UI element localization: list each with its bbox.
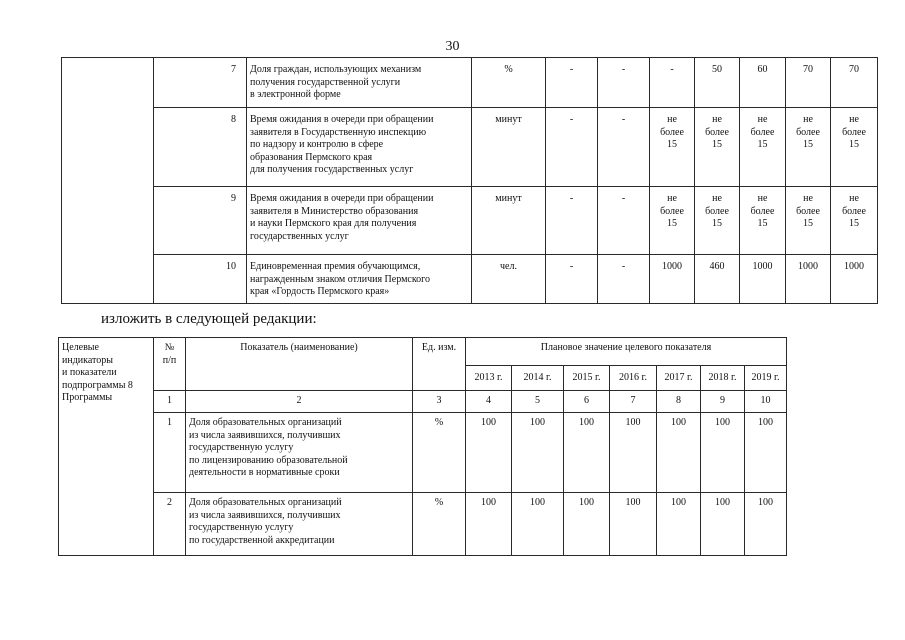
year-header: 2017 г.: [657, 366, 701, 391]
column-number: 2: [186, 391, 413, 413]
column-number: 5: [512, 391, 564, 413]
value-cell: -: [598, 187, 650, 255]
row-number: 7: [154, 58, 247, 108]
value-cell: -: [546, 187, 598, 255]
indicators-table-new-edition: [58, 337, 787, 556]
table-row: [59, 413, 787, 493]
value-cell: 100: [701, 413, 745, 493]
row-number: 1: [154, 413, 186, 493]
indicator-name: Доля граждан, использующих механизм получения государственной услуги в электронной форме: [247, 58, 472, 108]
column-number: 7: [610, 391, 657, 413]
value-cell: 1000: [786, 255, 831, 304]
value-cell: 60: [740, 58, 786, 108]
year-header: 2013 г.: [466, 366, 512, 391]
value-cell: 1000: [831, 255, 878, 304]
value-cell: 70: [831, 58, 878, 108]
table-row: [62, 58, 878, 108]
header-number: № п/п: [154, 338, 186, 391]
value-cell: 1000: [740, 255, 786, 304]
unit-cell: %: [472, 58, 546, 108]
value-cell: 100: [610, 493, 657, 556]
header-indicator: Показатель (наименование): [186, 338, 413, 391]
header-unit: Ед. изм.: [413, 338, 466, 391]
unit-cell: %: [413, 493, 466, 556]
unit-cell: минут: [472, 108, 546, 187]
value-cell: не более 15: [831, 187, 878, 255]
group-label-cell: Целевые индикаторы и показатели подпрограммы 8 Программы: [59, 338, 154, 556]
year-header: 2019 г.: [745, 366, 787, 391]
value-cell: 100: [466, 493, 512, 556]
value-cell: не более 15: [786, 108, 831, 187]
value-cell: -: [546, 255, 598, 304]
group-label-cell: [62, 58, 154, 304]
column-number: 9: [701, 391, 745, 413]
unit-cell: минут: [472, 187, 546, 255]
value-cell: 100: [512, 413, 564, 493]
value-cell: 100: [745, 413, 787, 493]
row-number: 10: [154, 255, 247, 304]
value-cell: не более 15: [695, 187, 740, 255]
year-header: 2015 г.: [564, 366, 610, 391]
value-cell: -: [650, 58, 695, 108]
value-cell: не более 15: [650, 187, 695, 255]
amendment-phrase: изложить в следующей редакции:: [101, 311, 317, 327]
row-number: 9: [154, 187, 247, 255]
column-numbers-row: [59, 391, 787, 413]
column-number: 6: [564, 391, 610, 413]
value-cell: -: [546, 58, 598, 108]
row-number: 2: [154, 493, 186, 556]
value-cell: 1000: [650, 255, 695, 304]
value-cell: 100: [745, 493, 787, 556]
indicators-table-continuation: [61, 57, 878, 304]
value-cell: 100: [564, 493, 610, 556]
header-row: [59, 338, 787, 366]
year-header: 2014 г.: [512, 366, 564, 391]
value-cell: 100: [657, 413, 701, 493]
table-row: [62, 108, 878, 187]
value-cell: не более 15: [695, 108, 740, 187]
value-cell: 100: [701, 493, 745, 556]
indicator-name: Доля образовательных организаций из числа заявившихся, получивших государственную услугу по лицензированию образовательной деятельности в нормативные сроки: [186, 413, 413, 493]
unit-cell: чел.: [472, 255, 546, 304]
year-header: 2016 г.: [610, 366, 657, 391]
value-cell: 100: [466, 413, 512, 493]
table-row: [62, 255, 878, 304]
value-cell: 70: [786, 58, 831, 108]
value-cell: 100: [512, 493, 564, 556]
indicator-name: Время ожидания в очереди при обращении заявителя в Государственную инспекцию по надзору и контролю в сфере образования Пермского края для получения государственных услуг: [247, 108, 472, 187]
value-cell: -: [598, 58, 650, 108]
value-cell: не более 15: [831, 108, 878, 187]
indicator-name: Время ожидания в очереди при обращении заявителя в Министерство образования и науки Пермского края для получения государственных услуг: [247, 187, 472, 255]
indicator-name: Доля образовательных организаций из числа заявившихся, получивших государственную услугу по государственной аккредитации: [186, 493, 413, 556]
value-cell: не более 15: [650, 108, 695, 187]
value-cell: -: [598, 255, 650, 304]
row-number: 8: [154, 108, 247, 187]
value-cell: не более 15: [740, 187, 786, 255]
value-cell: 460: [695, 255, 740, 304]
column-number: 1: [154, 391, 186, 413]
year-header: 2018 г.: [701, 366, 745, 391]
header-plan: Плановое значение целевого показателя: [466, 338, 787, 366]
table-row: [59, 493, 787, 556]
column-number: 4: [466, 391, 512, 413]
indicator-name: Единовременная премия обучающимся, награжденным знаком отличия Пермского края «Гордость Пермского края»: [247, 255, 472, 304]
page-number: 30: [445, 39, 460, 54]
value-cell: 100: [564, 413, 610, 493]
value-cell: не более 15: [740, 108, 786, 187]
column-number: 3: [413, 391, 466, 413]
value-cell: 100: [657, 493, 701, 556]
column-number: 8: [657, 391, 701, 413]
column-number: 10: [745, 391, 787, 413]
value-cell: -: [546, 108, 598, 187]
value-cell: не более 15: [786, 187, 831, 255]
value-cell: 50: [695, 58, 740, 108]
value-cell: 100: [610, 413, 657, 493]
value-cell: -: [598, 108, 650, 187]
unit-cell: %: [413, 413, 466, 493]
table-row: [62, 187, 878, 255]
